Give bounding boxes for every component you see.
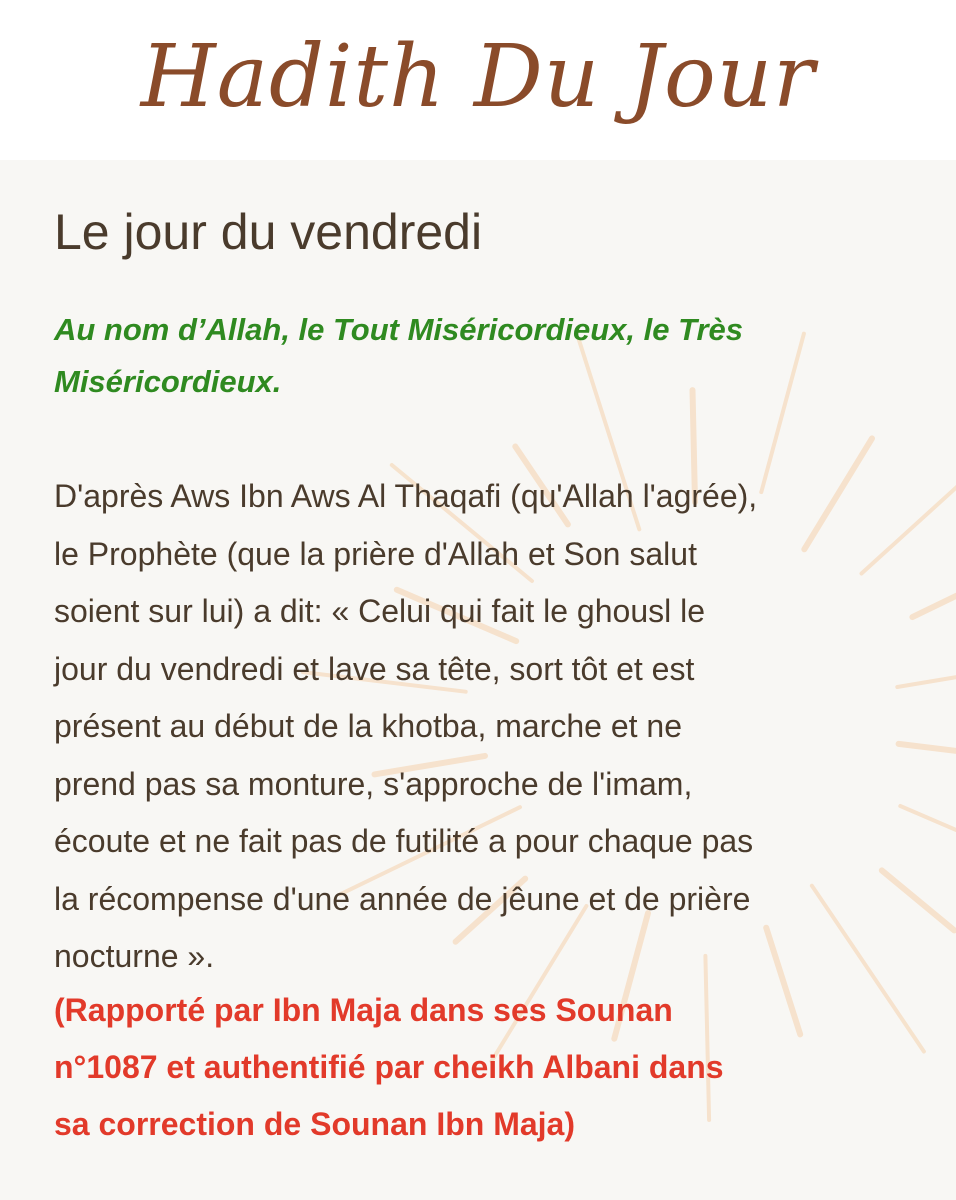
hadith-line: nocturne ». [54,938,215,974]
hadith-source [54,982,914,1153]
hadith-line: D'après Aws Ibn Aws Al Thaqafi (qu'Allah l'agrée), [54,478,758,514]
page-header [0,0,956,160]
hadith-line: jour du vendredi et lave sa tête, sort tôt et est [54,650,695,687]
hadith-line: écoute et ne fait pas de futilité a pour chaque pas [54,823,754,859]
hadith-line: soient sur lui) a dit: « Celui qui fait le ghousl le [54,593,706,629]
source-line: sa correction de Sounan Ibn Maja) [54,1106,575,1142]
header-title: Hadith Du Jour [140,27,816,127]
article-title: Le jour du vendredi [54,204,483,260]
hadith-line: le Prophète (que la prière d'Allah et Son salut [54,535,697,572]
content-panel [0,160,956,1200]
hadith-text [54,468,914,986]
hadith-line: présent au début de la khotba, marche et ne [54,708,682,744]
basmala [54,304,914,408]
source-line: n°1087 et authentifié par cheikh Albani dans [54,1049,724,1085]
sunburst-ray [912,576,956,617]
hadith-line: la récompense d'une année de jêune et de prière [54,880,751,917]
basmala-line: Miséricordieux. [54,364,282,399]
basmala-line: Au nom d’Allah, le Tout Miséricordieux, le Très [54,312,744,347]
hadith-line: prend pas sa monture, s'approche de l'imam, [54,765,693,802]
source-line: (Rapporté par Ibn Maja dans ses Sounan [54,992,673,1028]
